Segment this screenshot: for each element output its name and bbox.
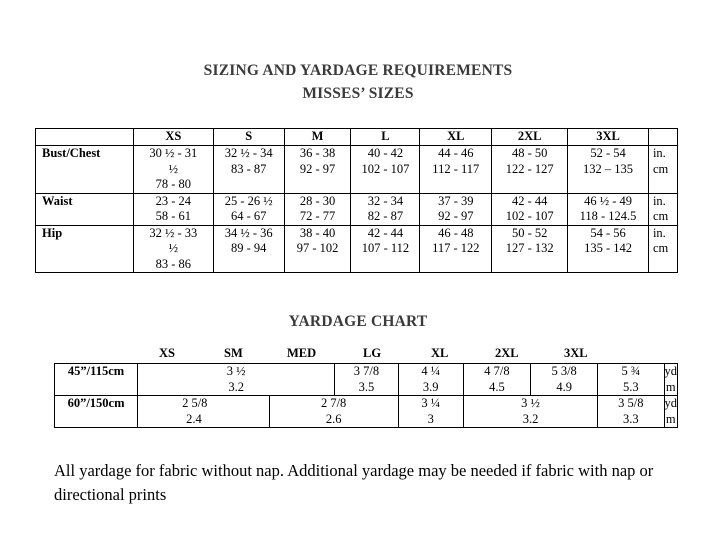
unit-label: in.: [652, 146, 666, 160]
cell-line: 97 - 102: [296, 241, 339, 255]
cell-line: 32 ½ - 34: [224, 146, 273, 160]
yardage-header-cell: 3XL: [564, 346, 588, 360]
cell-line: 3.9: [422, 379, 439, 394]
table-cell: [335, 364, 398, 396]
cell-line: 30 ½ - 31: [149, 146, 198, 160]
table-cell: [398, 396, 463, 428]
unit-label: cm: [652, 161, 669, 176]
header-cell: 2XL: [492, 129, 568, 146]
cell-line: 23 - 24: [155, 193, 192, 208]
cell-line: 112 - 117: [432, 161, 480, 176]
cell-line: 83 - 87: [230, 161, 267, 176]
unit-label: yd: [664, 364, 677, 378]
cell-line: 3 ¼: [421, 396, 441, 410]
cell-line: 4.9: [556, 379, 572, 394]
table-cell: [138, 364, 335, 396]
table-cell: [398, 364, 463, 396]
table-cell: [284, 146, 351, 194]
header-cell: L: [351, 129, 420, 146]
header-cell: [648, 129, 677, 146]
table-cell: [492, 225, 568, 273]
table-cell: [351, 225, 420, 273]
cell-line: 4 ¼: [421, 364, 441, 378]
unit-label: m: [665, 411, 676, 426]
unit-cell: [648, 193, 677, 225]
table-cell: [138, 396, 270, 428]
cell-line: ½: [168, 161, 179, 176]
table-cell: [420, 146, 492, 194]
cell-line: 54 - 56: [590, 225, 626, 240]
cell-line: 3.2: [228, 379, 244, 394]
table-cell: [351, 193, 420, 225]
row-label-60: 60”/150cm: [55, 396, 138, 428]
table-cell: [492, 193, 568, 225]
unit-cell: [648, 225, 677, 273]
cell-line: 102 - 107: [361, 161, 410, 176]
table-row: [55, 396, 678, 428]
cell-line: 36 - 38: [299, 146, 336, 160]
row-label-hip: Hip: [36, 225, 134, 273]
cell-line: 2.4: [186, 411, 202, 426]
cell-line: 92 - 97: [438, 209, 474, 223]
yardage-header-cell: SM: [224, 346, 243, 360]
unit-cell: [664, 364, 678, 396]
yardage-note: All yardage for fabric without nap. Additional yardage may be needed if fabric with nap or directional prints: [54, 461, 654, 504]
cell-line: 42 - 44: [367, 225, 404, 240]
cell-line: 78 - 80: [155, 177, 192, 191]
table-cell: [213, 225, 284, 273]
cell-line: 72 - 77: [299, 209, 336, 223]
row-label-waist: Waist: [36, 193, 134, 225]
cell-line: 3.3: [623, 411, 639, 426]
cell-line: 4.5: [489, 379, 505, 394]
header-cell: [36, 129, 134, 146]
sizing-header-row: [36, 129, 678, 146]
cell-line: 40 - 42: [367, 146, 404, 160]
cell-line: 44 - 46: [438, 146, 474, 160]
cell-line: 64 - 67: [230, 209, 267, 223]
cell-line: 25 - 26 ½: [224, 193, 273, 208]
row-label-bust: Bust/Chest: [36, 146, 134, 194]
yardage-header-cell: 2XL: [495, 346, 519, 360]
cell-line: 5.3: [623, 379, 639, 394]
cell-line: 3 7/8: [353, 364, 380, 378]
table-cell: [420, 225, 492, 273]
sizing-table: [35, 128, 678, 273]
cell-line: 135 - 142: [584, 241, 632, 255]
unit-label: m: [665, 379, 676, 394]
cell-line: 2.6: [325, 411, 342, 426]
table-cell: [568, 193, 649, 225]
table-row: [36, 193, 678, 225]
header-cell: 3XL: [568, 129, 649, 146]
cell-line: 48 - 50: [511, 146, 548, 160]
document-subtitle: MISSES’ SIZES: [302, 85, 414, 102]
table-row: [55, 364, 678, 396]
unit-label: in.: [652, 225, 666, 240]
cell-line: 118 - 124.5: [579, 209, 637, 223]
unit-cell: [664, 396, 678, 428]
table-cell: [568, 225, 649, 273]
cell-line: 38 - 40: [299, 225, 336, 240]
table-cell: [284, 225, 351, 273]
yardage-table: [54, 363, 678, 428]
yardage-header-row: [0, 346, 716, 362]
header-cell: XS: [133, 129, 213, 146]
cell-line: 3: [427, 411, 434, 426]
table-cell: [133, 225, 213, 273]
table-cell: [213, 146, 284, 194]
yardage-chart-title: YARDAGE CHART: [288, 313, 428, 330]
cell-line: 132 – 135: [583, 161, 634, 176]
cell-line: 34 ½ - 36: [224, 225, 273, 240]
cell-line: 3 ½: [226, 364, 246, 378]
unit-label: yd: [664, 396, 677, 410]
header-cell: M: [284, 129, 351, 146]
cell-line: 32 ½ - 33: [149, 225, 198, 240]
table-cell: [133, 193, 213, 225]
cell-line: 46 - 48: [438, 225, 474, 240]
yardage-header-cell: MED: [287, 346, 317, 360]
cell-line: 32 - 34: [367, 193, 404, 208]
cell-line: 5 3/8: [551, 364, 577, 378]
cell-line: 92 - 97: [299, 161, 336, 176]
unit-label: cm: [652, 241, 669, 255]
cell-line: 117 - 122: [432, 241, 480, 255]
table-row: [36, 225, 678, 273]
cell-line: 46 ½ - 49: [584, 193, 632, 208]
table-cell: [531, 364, 598, 396]
cell-line: 37 - 39: [438, 193, 474, 208]
table-cell: [213, 193, 284, 225]
header-cell: XL: [420, 129, 492, 146]
cell-line: 50 - 52: [511, 225, 548, 240]
cell-line: 2 5/8: [182, 396, 208, 410]
table-cell: [420, 193, 492, 225]
cell-line: 3.2: [522, 411, 539, 426]
cell-line: 3 ½: [521, 396, 540, 410]
table-cell: [598, 396, 664, 428]
cell-line: 82 - 87: [367, 209, 404, 223]
document-title: SIZING AND YARDAGE REQUIREMENTS: [203, 62, 513, 79]
row-label-45: 45”/115cm: [55, 364, 138, 396]
cell-line: 83 - 86: [155, 256, 192, 271]
yardage-header-cell: LG: [363, 346, 382, 360]
cell-line: 3 5/8: [618, 396, 644, 410]
cell-line: 102 - 107: [505, 209, 554, 223]
table-row: [36, 146, 678, 194]
unit-label: cm: [652, 209, 669, 223]
cell-line: 2 7/8: [320, 396, 347, 410]
table-cell: [463, 364, 530, 396]
cell-line: 127 - 132: [505, 241, 554, 255]
cell-line: 107 - 112: [361, 241, 410, 255]
table-cell: [492, 146, 568, 194]
cell-line: 28 - 30: [299, 193, 336, 208]
cell-line: 122 - 127: [505, 161, 554, 176]
table-cell: [351, 146, 420, 194]
unit-label: in.: [652, 193, 666, 208]
cell-line: 3.5: [358, 379, 375, 394]
table-cell: [568, 146, 649, 194]
table-cell: [269, 396, 398, 428]
table-cell: [133, 146, 213, 194]
yardage-header-cell: XL: [431, 346, 449, 360]
table-cell: [284, 193, 351, 225]
cell-line: ½: [168, 241, 179, 255]
cell-line: 4 7/8: [484, 364, 510, 378]
cell-line: 42 - 44: [511, 193, 548, 208]
table-cell: [598, 364, 664, 396]
cell-line: 52 - 54: [590, 146, 626, 160]
table-cell: [463, 396, 597, 428]
cell-line: 58 - 61: [155, 209, 192, 223]
cell-line: 5 ¾: [621, 364, 641, 378]
yardage-header-cell: XS: [159, 346, 175, 360]
unit-cell: [648, 146, 677, 194]
cell-line: 89 - 94: [230, 241, 267, 255]
header-cell: S: [213, 129, 284, 146]
